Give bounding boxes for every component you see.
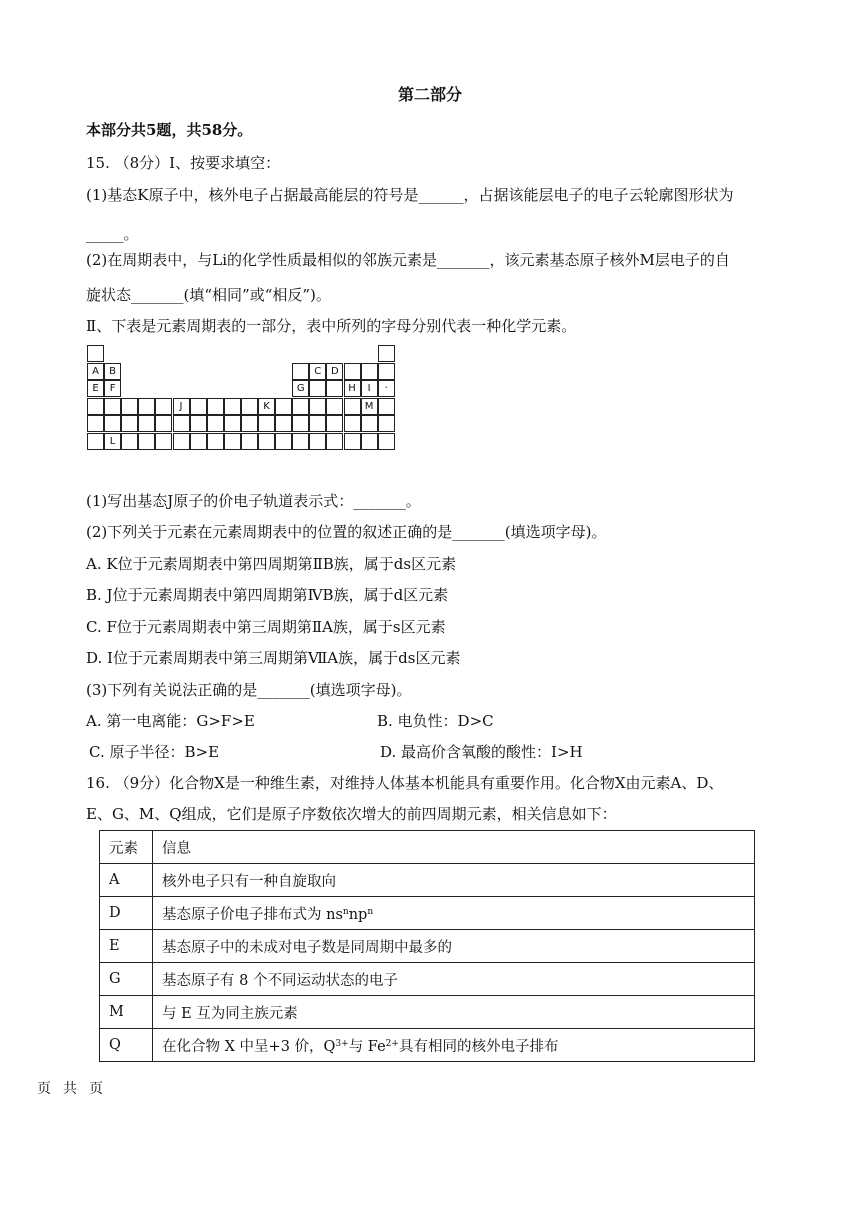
periodic-cell [275,415,292,432]
periodic-cell [155,398,172,415]
periodic-cell-label: B [104,363,121,380]
periodic-cell [104,398,121,415]
periodic-cell [241,415,258,432]
table-row [100,897,755,930]
periodic-cell-label: G [292,380,309,397]
periodic-cell [241,398,258,415]
periodic-cell [87,415,104,432]
element-info-table [99,830,755,1062]
periodic-cell [309,380,326,397]
row-element: G [100,963,153,996]
periodic-cell [378,415,395,432]
q16-line1: 16. （9分）化合物X是一种维生素，对维持人体基本机能具有重要作用。化合物X由元素A、D、 [86,774,724,792]
periodic-cell [344,363,361,380]
table-row [100,1029,755,1062]
q15-sub3-option-b: B. 电负性：D>C [377,712,494,730]
periodic-cell [326,433,343,450]
periodic-cell [275,433,292,450]
periodic-cell [138,398,155,415]
row-info [153,897,755,930]
periodic-cell [361,363,378,380]
q15-sub2-option-c: C. F位于元素周期表中第三周期第ⅡA族，属于s区元素 [86,618,446,636]
q15-section2-heading: Ⅱ、下表是元素周期表的一部分，表中所列的字母分别代表一种化学元素。 [86,317,577,335]
periodic-cell [173,415,190,432]
row-info: 基态原子中的未成对电子数是同周期中最多的 [153,930,755,963]
periodic-cell [309,415,326,432]
info-text: np [348,906,368,923]
row-info: 核外电子只有一种自旋取向 [153,864,755,897]
periodic-cell [292,433,309,450]
periodic-cell [190,433,207,450]
periodic-cell [344,398,361,415]
info-text: 基态原子价电子排布式为 ns [162,906,343,923]
superscript: n [367,906,374,917]
row-info: 与 E 互为同主族元素 [153,996,755,1029]
q16-line2: E、G、M、Q组成，它们是原子序数依次增大的前四周期元素，相关信息如下： [86,805,617,823]
row-element: E [100,930,153,963]
periodic-cell [87,433,104,450]
periodic-cell [326,415,343,432]
superscript: 3+ [335,1038,349,1049]
row-info: 基态原子有 8 个不同运动状态的电子 [153,963,755,996]
periodic-cell [207,398,224,415]
periodic-cell-label: H [344,380,361,397]
periodic-cell-label: I [361,380,378,397]
periodic-cell [378,433,395,450]
periodic-cell [258,433,275,450]
section-intro: 本部分共5题，共58分。 [86,121,253,139]
q15-part1-line2: _____。 [86,225,139,243]
header-element: 元素 [100,831,153,864]
periodic-cell [190,415,207,432]
periodic-cell [173,433,190,450]
q15-heading: 15. （8分）Ⅰ、按要求填空： [86,154,281,172]
periodic-cell [361,433,378,450]
q15-part1-line1: (1)基态K原子中，核外电子占据最高能层的符号是______，占据该能层电子的电子云轮廓图形状为 [86,186,734,204]
periodic-cell [309,398,326,415]
periodic-cell [121,415,138,432]
periodic-cell [378,345,395,362]
periodic-cell [361,415,378,432]
periodic-cell [207,433,224,450]
periodic-cell [378,363,395,380]
q15-sub2-option-d: D. I位于元素周期表中第三周期第ⅦA族，属于ds区元素 [86,649,461,667]
periodic-cell [292,398,309,415]
q15-sub3-option-d: D. 最高价含氧酸的酸性：I>H [380,743,583,761]
q15-sub2: (2)下列关于元素在元素周期表中的位置的叙述正确的是_______(填选项字母)。 [86,523,607,541]
periodic-cell [104,415,121,432]
footer-page-suffix: 页 [89,1081,103,1097]
q15-sub3-option-c: C. 原子半径：B>E [89,743,220,761]
periodic-cell-label: J [173,398,190,415]
periodic-cell [344,433,361,450]
page-footer [37,1078,115,1098]
periodic-cell [344,415,361,432]
superscript: 2+ [385,1038,399,1049]
periodic-cell-label: E [87,380,104,397]
table-row [100,963,755,996]
table-header-row [100,831,755,864]
row-element: Q [100,1029,153,1062]
table-row [100,864,755,897]
periodic-cell [224,433,241,450]
periodic-cell [121,433,138,450]
periodic-cell [224,398,241,415]
periodic-cell-label: F [104,380,121,397]
q15-part2-line2: 旋状态_______(填“相同”或“相反”)。 [86,286,331,304]
periodic-cell [155,433,172,450]
periodic-cell [121,398,138,415]
table-row [100,996,755,1029]
periodic-cell [378,398,395,415]
header-info: 信息 [153,831,755,864]
periodic-cell [326,398,343,415]
table-row [100,930,755,963]
periodic-cell-label: L [104,433,121,450]
periodic-cell [224,415,241,432]
info-text: 与 Fe [348,1038,386,1055]
footer-total: 共 [63,1081,77,1097]
periodic-cell-label: · [378,380,395,397]
periodic-cell [241,433,258,450]
q15-part2-line1: (2)在周期表中，与Li的化学性质最相似的邻族元素是_______，该元素基态原子核外M层电子的自 [86,251,730,269]
periodic-cell [138,415,155,432]
periodic-cell [138,433,155,450]
periodic-cell [155,415,172,432]
periodic-cell [207,415,224,432]
q15-sub2-option-a: A. K位于元素周期表中第四周期第ⅡB族，属于ds区元素 [86,555,457,573]
q15-sub1: (1)写出基态J原子的价电子轨道表示式：_______。 [86,492,421,510]
periodic-cell [258,415,275,432]
superscript: n [342,906,349,917]
row-info [153,1029,755,1062]
q15-sub3: (3)下列有关说法正确的是_______(填选项字母)。 [86,681,412,699]
periodic-cell-label: D [326,363,343,380]
periodic-cell [87,345,104,362]
footer-page: 页 [37,1081,51,1097]
row-element: A [100,864,153,897]
periodic-cell-label: M [361,398,378,415]
info-text: 具有相同的核外电子排布 [398,1038,559,1055]
row-element: D [100,897,153,930]
periodic-cell [309,433,326,450]
periodic-cell-label: K [258,398,275,415]
q15-sub2-option-b: B. J位于元素周期表中第四周期第ⅣB族，属于d区元素 [86,586,449,604]
periodic-cell [292,415,309,432]
periodic-cell [326,380,343,397]
periodic-cell [190,398,207,415]
periodic-cell-label: A [87,363,104,380]
periodic-cell [275,398,292,415]
info-text: 在化合物 X 中呈+3 价，Q [162,1038,336,1055]
periodic-cell-label: C [309,363,326,380]
row-element: M [100,996,153,1029]
section-heading: 第二部分 [397,85,462,104]
q15-sub3-option-a: A. 第一电离能：G>F>E [86,712,255,730]
periodic-cell [292,363,309,380]
periodic-cell [87,398,104,415]
